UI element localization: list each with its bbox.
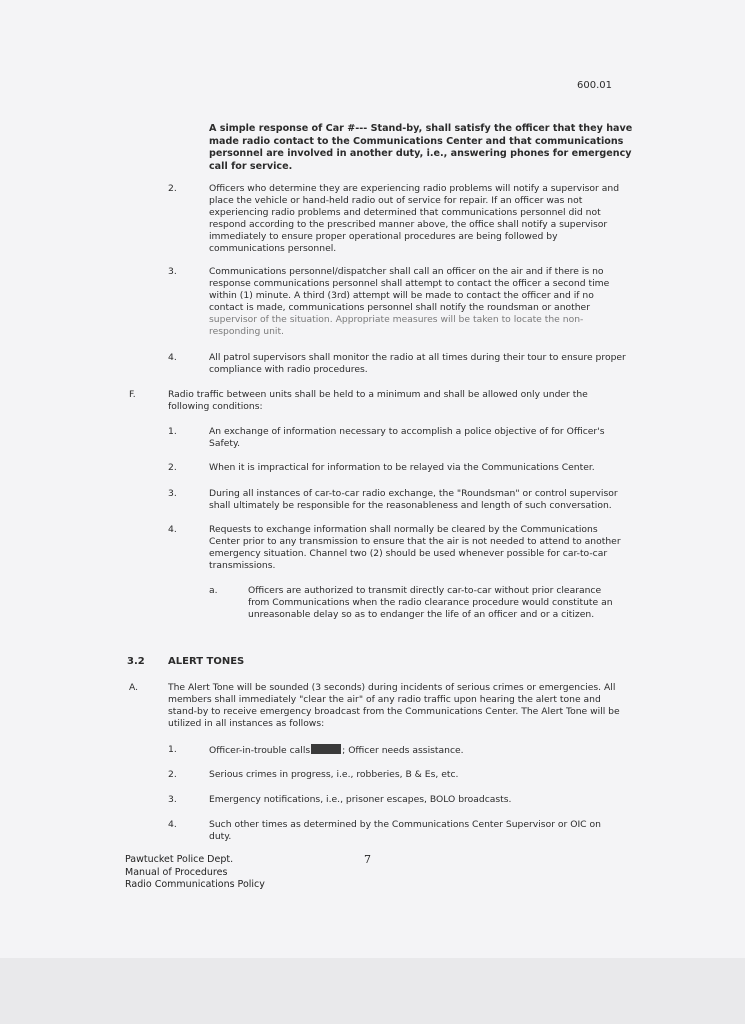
redaction-block (311, 744, 341, 754)
item-number: 4. (168, 352, 177, 363)
item-line: During all instances of car-to-car radio exchange, the "Roundsman" or control supervisor (209, 488, 618, 499)
sub-item-line: Officers are authorized to transmit directly car-to-car without prior clearance (248, 585, 602, 596)
intro-line: A simple response of Car #--- Stand-by, shall satisfy the officer that they have (209, 123, 633, 134)
item-number: 4. (168, 524, 177, 535)
intro-line: call for service. (209, 160, 293, 172)
footer-page-number: 7 (364, 853, 371, 866)
item-line: Serious crimes in progress, i.e., robberies, B & Es, etc. (209, 769, 459, 780)
item-line: duty. (209, 831, 232, 842)
item-line: An exchange of information necessary to accomplish a police objective of for Officer's (209, 426, 605, 437)
item-line: emergency situation. Channel two (2) should be used whenever possible for car-to-car (209, 548, 608, 559)
section-title: ALERT TONES (168, 656, 245, 667)
section-letter: F. (129, 389, 136, 400)
section-line: members shall immediately "clear the air" of any radio traffic upon hearing the alert tone and (168, 694, 601, 705)
item-line (209, 744, 464, 757)
section-line: stand-by to receive emergency broadcast from the Communications Center. The Alert Tone will be (168, 706, 620, 717)
item-line: response communications personnel shall attempt to contact the officer a second time (209, 278, 610, 289)
item-line: responding unit. (209, 326, 284, 337)
item-number: 1. (168, 744, 177, 755)
item-number: 4. (168, 819, 177, 830)
section-line: following conditions: (168, 401, 263, 412)
section-line: utilized in all instances as follows: (168, 718, 325, 729)
section-number: 3.2 (127, 656, 145, 667)
footer-line: Manual of Procedures (125, 866, 228, 878)
page-number-top: 600.01 (577, 80, 612, 91)
item-line: within (1) minute. A third (3rd) attempt will be made to contact the officer and if no (209, 290, 594, 301)
item-number: 2. (168, 183, 177, 194)
item-text: Officer-in-trouble calls (209, 745, 311, 756)
section-letter: A. (129, 682, 139, 693)
item-number: 2. (168, 769, 177, 780)
item-line: Officers who determine they are experiencing radio problems will notify a supervisor and (209, 183, 620, 194)
item-line: Center prior to any transmission to ensure that the air is not needed to attend to another (209, 536, 621, 547)
section-line: Radio traffic between units shall be held to a minimum and shall be allowed only under the (168, 389, 588, 400)
item-line: respond according to the prescribed manner above, the office shall notify a supervisor (209, 219, 608, 230)
item-line: communications personnel. (209, 243, 337, 254)
item-number: 3. (168, 488, 177, 499)
item-line: place the vehicle or hand-held radio out of service for repair. If an officer was not (209, 195, 583, 206)
item-line: Communications personnel/dispatcher shall call an officer on the air and if there is no (209, 266, 604, 277)
item-number: 3. (168, 794, 177, 805)
item-line: shall ultimately be responsible for the reasonableness and length of such conversation. (209, 500, 612, 511)
scan-margin (0, 958, 745, 1024)
sub-item-line: unreasonable delay so as to endanger the life of an officer and or a citizen. (248, 609, 595, 620)
footer-line: Radio Communications Policy (125, 879, 265, 890)
item-line: When it is impractical for information to be relayed via the Communications Center. (209, 462, 595, 473)
item-line: compliance with radio procedures. (209, 364, 368, 375)
footer-line: Pawtucket Police Dept. (125, 854, 234, 865)
item-number: 3. (168, 266, 177, 277)
item-line: experiencing radio problems and determined that communications personnel did not (209, 207, 601, 218)
item-line: Requests to exchange information shall normally be cleared by the Communications (209, 524, 598, 535)
section-line: The Alert Tone will be sounded (3 seconds) during incidents of serious crimes or emergencies. All (168, 682, 616, 693)
sub-item-letter: a. (209, 585, 218, 596)
item-line: supervisor of the situation. Appropriate measures will be taken to locate the non- (209, 314, 584, 325)
item-text: ; Officer needs assistance. (342, 745, 464, 756)
item-line: Safety. (209, 438, 240, 449)
item-line: contact is made, communications personnel shall notify the roundsman or another (209, 302, 590, 313)
item-line: transmissions. (209, 560, 276, 571)
intro-line: personnel are involved in another duty, i.e., answering phones for emergency (209, 148, 632, 159)
item-number: 2. (168, 462, 177, 473)
item-line: Emergency notifications, i.e., prisoner escapes, BOLO broadcasts. (209, 794, 512, 805)
item-line: immediately to ensure proper operational procedures are being followed by (209, 231, 558, 242)
item-number: 1. (168, 426, 177, 437)
intro-line: made radio contact to the Communications Center and that communications (209, 135, 624, 147)
item-line: Such other times as determined by the Communications Center Supervisor or OIC on (209, 819, 601, 830)
item-line: All patrol supervisors shall monitor the radio at all times during their tour to ensure proper (209, 352, 626, 363)
sub-item-line: from Communications when the radio clearance procedure would constitute an (248, 597, 613, 608)
